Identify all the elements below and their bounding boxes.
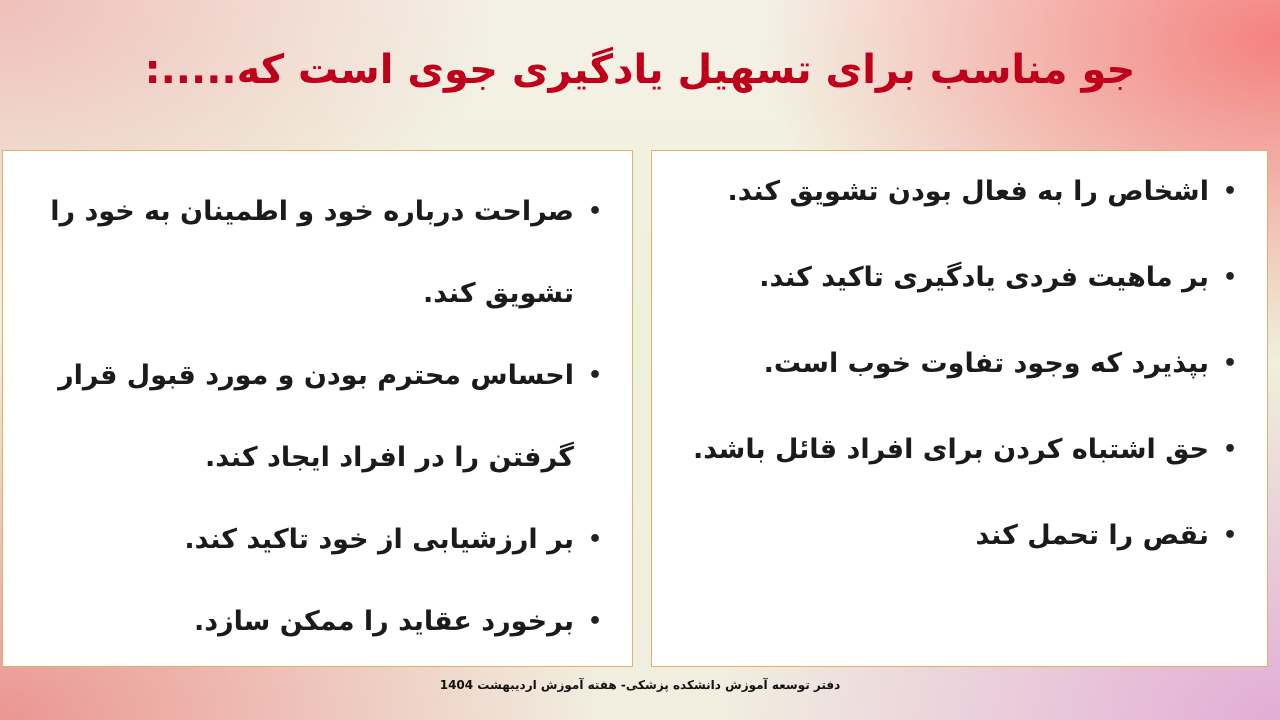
- bullet-icon: •: [587, 199, 602, 224]
- bullet-icon: •: [1222, 437, 1237, 462]
- bullet-icon: •: [1222, 523, 1237, 548]
- bullet-icon: •: [1222, 179, 1237, 204]
- bullet-text: نقص را تحمل کند: [975, 520, 1209, 551]
- slide-title: جو مناسب برای تسهیل یادگیری جوی است که.....:: [144, 47, 1136, 93]
- list-item: [676, 257, 1237, 299]
- list-item: [676, 515, 1237, 557]
- bullet-icon: •: [587, 609, 602, 634]
- bullet-icon: •: [1222, 265, 1237, 290]
- bullet-text: بپذیرد که وجود تفاوت خوب است.: [763, 348, 1209, 379]
- left-bullet-list: [27, 171, 602, 663]
- slide-footer: دفتر توسعه آموزش دانشکده پزشکی- هفته آموزش اردیبهشت 1404: [439, 678, 841, 692]
- list-item: [27, 499, 602, 581]
- bullet-text: احساس محترم بودن و مورد قبول قرار گرفتن را در افراد ایجاد کند.: [58, 360, 574, 473]
- bullet-icon: •: [587, 363, 602, 388]
- list-item: [676, 429, 1237, 471]
- bullet-text: بر ارزشیابی از خود تاکید کند.: [184, 524, 574, 555]
- bullet-text: صراحت درباره خود و اطمینان به خود را تشویق کند.: [50, 196, 574, 309]
- list-item: [676, 171, 1237, 213]
- bullet-text: اشخاص را به فعال بودن تشویق کند.: [727, 176, 1209, 207]
- bullet-text: بر ماهیت فردی یادگیری تاکید کند.: [759, 262, 1209, 293]
- list-item: [676, 343, 1237, 385]
- bullet-text: برخورد عقاید را ممکن سازد.: [193, 606, 574, 637]
- list-item: [27, 171, 602, 335]
- right-bullet-panel: [651, 150, 1268, 667]
- right-bullet-list: [676, 171, 1237, 557]
- list-item: [27, 335, 602, 499]
- bullet-icon: •: [587, 527, 602, 552]
- bullet-icon: •: [1222, 351, 1237, 376]
- bullet-text: حق اشتباه کردن برای افراد قائل باشد.: [692, 434, 1209, 465]
- left-bullet-panel: [2, 150, 633, 667]
- list-item: [27, 581, 602, 663]
